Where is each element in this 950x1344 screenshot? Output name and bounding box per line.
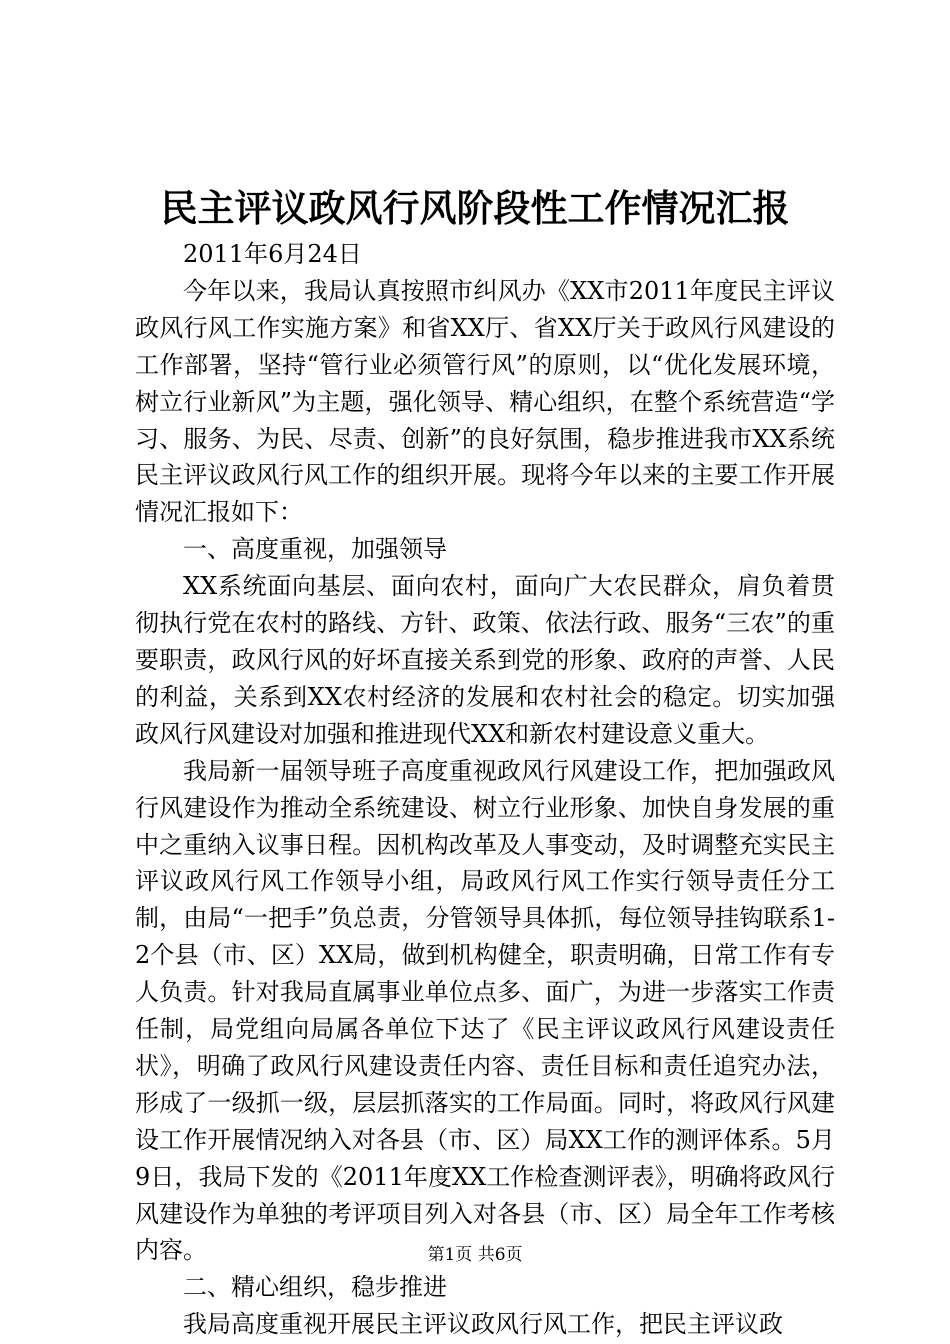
- paragraph-leadership: 我局新一届领导班子高度重视政风行风建设工作，把加强政风行风建设作为推动全系统建设、树立行业形象、加快自身发展的重中之重纳入议事日程。因机构改革及人事变动，及时调整充实民主评议政风行风工作领导小组，局政风行风工作实行领导责任分工制，由局“一把手”负总责，分管领导具体抓，每位领导挂钩联系1-2个县（市、区）XX局，做到机构健全，职责明确，日常工作有专人负责。针对我局直属事业单位点多、面广，为进一步落实工作责任制，局党组向局属各单位下达了《民主评议政风行风建设责任状》，明确了政风行风建设责任内容、责任目标和责任追究办法，形成了一级抓一级，层层抓落实的工作局面。同时，将政风行风建设工作开展情况纳入对各县（市、区）局XX工作的测评体系。5月9日，我局下发的《2011年度XX工作检查测评表》，明确将政风行风建设作为单独的考评项目列入对各县（市、区）局全年工作考核内容。: [135, 756, 835, 1265]
- section-heading-1: 一、高度重视，加强领导: [183, 535, 447, 564]
- document-body: [135, 236, 835, 1343]
- paragraph-intro: 今年以来，我局认真按照市纠风办《XX市2011年度民主评议政风行风工作实施方案》和省XX厅、省XX厅关于政风行风建设的工作部署，坚持“管行业必须管行风”的原则，以“优化发展环境，树立行业新风”为主题，强化领导、精心组织，在整个系统营造“学习、服务、为民、尽责、创新”的良好氛围，稳步推进我市XX系统民主评议政风行风工作的组织开展。现将今年以来的主要工作开展情况汇报如下：: [135, 276, 835, 527]
- document-date: 2011年6月24日: [183, 240, 362, 268]
- paragraph-importance: XX系统面向基层、面向农村，面向广大农民群众，肩负着贯彻执行党在农村的路线、方针、政策、依法行政、服务“三农”的重要职责，政风行风的好坏直接关系到党的形象、政府的声誉、人民的利益，关系到XX农村经济的发展和农村社会的稳定。切实加强政风行风建设对加强和推进现代XX和新农村建设意义重大。: [135, 572, 835, 748]
- document-title: 民主评议政风行风阶段性工作情况汇报: [160, 186, 790, 230]
- section-heading-2: 二、精心组织，稳步推进: [183, 1273, 447, 1302]
- page-footer: 第1页 共6页: [427, 1245, 523, 1265]
- paragraph-organization: 我局高度重视开展民主评议政风行风工作，把民主评议政: [183, 1310, 783, 1339]
